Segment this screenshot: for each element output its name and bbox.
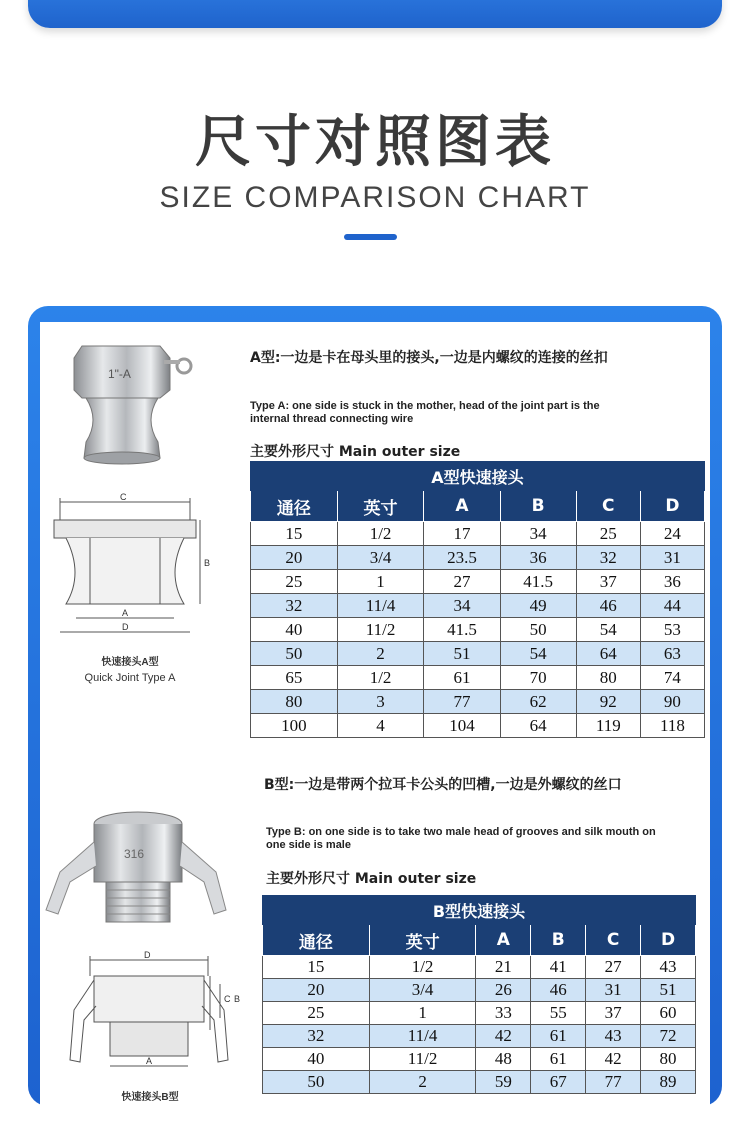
type-b-table-header-row	[263, 925, 696, 956]
table-cell: 32	[251, 594, 338, 618]
type-b-caption	[80, 1088, 220, 1103]
table-cell: 20	[251, 546, 338, 570]
content-panel	[40, 322, 710, 1122]
table-cell: 32	[263, 1025, 370, 1048]
type-a-subtitle: 主要外形尺寸 Main outer size	[250, 444, 461, 460]
type-a-mark: 1"-A	[108, 367, 131, 381]
table-row	[251, 666, 705, 690]
table-cell: 51	[641, 979, 696, 1002]
table-cell: 1	[337, 570, 424, 594]
type-a-description-en-2: internal thread connecting wire	[250, 413, 414, 425]
table-cell: 89	[641, 1071, 696, 1094]
type-a-table-body	[251, 522, 705, 738]
table-row	[263, 1002, 696, 1025]
table-cell: 70	[500, 666, 576, 690]
table-row	[251, 522, 705, 546]
table-cell: 50	[263, 1071, 370, 1094]
table-cell: 27	[586, 956, 641, 979]
table-cell: 25	[263, 1002, 370, 1025]
type-a-dimension-drawing	[40, 494, 220, 644]
table-cell: 26	[476, 979, 531, 1002]
content-frame	[28, 306, 722, 1106]
type-b-product-image	[40, 802, 230, 942]
table-cell: 77	[424, 690, 500, 714]
table-cell: 21	[476, 956, 531, 979]
col-header: 通径	[263, 925, 370, 956]
table-cell: 61	[531, 1025, 586, 1048]
table-cell: 64	[576, 642, 640, 666]
table-cell: 50	[500, 618, 576, 642]
table-cell: 11/4	[369, 1025, 476, 1048]
a-dim-b: B	[204, 558, 211, 568]
table-cell: 3/4	[337, 546, 424, 570]
table-cell: 51	[424, 642, 500, 666]
table-cell: 72	[641, 1025, 696, 1048]
page-title-cn: 尺寸对照图表	[195, 110, 555, 175]
table-cell: 54	[500, 642, 576, 666]
table-cell: 34	[500, 522, 576, 546]
table-cell: 1/2	[369, 956, 476, 979]
col-header: A	[476, 925, 531, 956]
col-header: D	[640, 491, 704, 522]
table-row	[251, 690, 705, 714]
table-cell: 24	[640, 522, 704, 546]
table-cell: 92	[576, 690, 640, 714]
col-header: B	[531, 925, 586, 956]
table-cell: 17	[424, 522, 500, 546]
table-cell: 42	[586, 1048, 641, 1071]
table-cell: 1/2	[337, 522, 424, 546]
type-a-caption	[60, 653, 200, 684]
table-cell: 11/2	[369, 1048, 476, 1071]
table-cell: 3/4	[369, 979, 476, 1002]
table-cell: 15	[251, 522, 338, 546]
type-a-caption-en: Quick Joint Type A	[84, 672, 176, 684]
table-cell: 40	[251, 618, 338, 642]
table-cell: 59	[476, 1071, 531, 1094]
table-cell: 36	[500, 546, 576, 570]
type-b-caption-cn: 快速接头B型	[121, 1092, 179, 1103]
table-cell: 1/2	[337, 666, 424, 690]
b-dim-d: D	[144, 950, 151, 960]
table-cell: 80	[576, 666, 640, 690]
table-row	[251, 570, 705, 594]
type-a-description-en-1: Type A: one side is stuck in the mother, head of the joint part is the	[250, 400, 600, 412]
table-cell: 118	[640, 714, 704, 738]
type-b-dimension-drawing	[60, 950, 240, 1080]
type-b-mark: 316	[124, 847, 145, 861]
table-cell: 4	[337, 714, 424, 738]
table-cell: 49	[500, 594, 576, 618]
table-cell: 74	[640, 666, 704, 690]
table-cell: 54	[576, 618, 640, 642]
table-row	[263, 979, 696, 1002]
table-cell: 104	[424, 714, 500, 738]
table-cell: 41.5	[500, 570, 576, 594]
table-cell: 90	[640, 690, 704, 714]
type-a-table-header-row	[251, 491, 705, 522]
page-title-en: SIZE COMPARISON CHART	[159, 181, 591, 214]
table-cell: 80	[641, 1048, 696, 1071]
table-cell: 100	[251, 714, 338, 738]
table-cell: 20	[263, 979, 370, 1002]
table-row	[251, 594, 705, 618]
table-cell: 40	[263, 1048, 370, 1071]
table-cell: 31	[586, 979, 641, 1002]
type-b-description-en-2: one side is male	[266, 839, 351, 851]
type-a-table-title: A型快速接头	[251, 462, 705, 491]
table-cell: 64	[500, 714, 576, 738]
col-header: 英寸	[369, 925, 476, 956]
b-dim-a: A	[146, 1056, 153, 1066]
a-dim-d: D	[122, 622, 129, 632]
table-cell: 25	[251, 570, 338, 594]
col-header: C	[586, 925, 641, 956]
col-header: 英寸	[337, 491, 424, 522]
table-row	[263, 1048, 696, 1071]
table-cell: 41.5	[424, 618, 500, 642]
table-cell: 34	[424, 594, 500, 618]
table-row	[251, 546, 705, 570]
table-row	[251, 714, 705, 738]
table-cell: 27	[424, 570, 500, 594]
table-row	[263, 1071, 696, 1094]
table-cell: 23.5	[424, 546, 500, 570]
type-b-description-cn: B型:一边是带两个拉耳卡公头的凹槽,一边是外螺纹的丝口	[264, 777, 622, 793]
table-cell: 11/4	[337, 594, 424, 618]
table-cell: 36	[640, 570, 704, 594]
table-cell: 50	[251, 642, 338, 666]
table-cell: 46	[576, 594, 640, 618]
table-cell: 119	[576, 714, 640, 738]
table-cell: 62	[500, 690, 576, 714]
table-cell: 67	[531, 1071, 586, 1094]
table-cell: 60	[641, 1002, 696, 1025]
table-cell: 33	[476, 1002, 531, 1025]
table-cell: 48	[476, 1048, 531, 1071]
table-cell: 43	[641, 956, 696, 979]
table-row	[263, 1025, 696, 1048]
table-cell: 46	[531, 979, 586, 1002]
table-cell: 44	[640, 594, 704, 618]
table-cell: 32	[576, 546, 640, 570]
table-cell: 37	[586, 1002, 641, 1025]
type-a-product-image	[60, 340, 200, 470]
type-a-caption-cn: 快速接头A型	[101, 657, 159, 668]
table-cell: 53	[640, 618, 704, 642]
type-b-table-body	[263, 956, 696, 1094]
table-cell: 11/2	[337, 618, 424, 642]
table-cell: 15	[263, 956, 370, 979]
type-b-subtitle: 主要外形尺寸 Main outer size	[266, 871, 477, 887]
col-header: 通径	[251, 491, 338, 522]
table-row	[263, 956, 696, 979]
table-cell: 3	[337, 690, 424, 714]
table-cell: 61	[424, 666, 500, 690]
table-cell: 43	[586, 1025, 641, 1048]
table-cell: 41	[531, 956, 586, 979]
top-banner	[28, 0, 722, 28]
table-cell: 31	[640, 546, 704, 570]
col-header: D	[641, 925, 696, 956]
table-row	[251, 642, 705, 666]
b-dim-b: B	[234, 994, 241, 1004]
table-cell: 42	[476, 1025, 531, 1048]
col-header: A	[424, 491, 500, 522]
table-cell: 61	[531, 1048, 586, 1071]
title-underline	[344, 234, 397, 240]
b-dim-c: C	[224, 994, 231, 1004]
table-cell: 63	[640, 642, 704, 666]
type-a-size-table	[250, 461, 705, 738]
table-cell: 55	[531, 1002, 586, 1025]
type-b-description-en-1: Type B: on one side is to take two male head of grooves and silk mouth on	[266, 826, 656, 838]
page-heading	[0, 105, 750, 215]
type-a-description-cn: A型:一边是卡在母头里的接头,一边是内螺纹的连接的丝扣	[250, 350, 608, 366]
table-row	[251, 618, 705, 642]
col-header: C	[576, 491, 640, 522]
table-cell: 37	[576, 570, 640, 594]
table-cell: 77	[586, 1071, 641, 1094]
table-cell: 80	[251, 690, 338, 714]
table-cell: 2	[337, 642, 424, 666]
table-cell: 65	[251, 666, 338, 690]
type-b-size-table	[262, 895, 696, 1094]
a-dim-c: C	[120, 492, 127, 502]
col-header: B	[500, 491, 576, 522]
type-b-table-title: B型快速接头	[263, 896, 696, 925]
a-dim-a: A	[122, 608, 129, 618]
table-cell: 1	[369, 1002, 476, 1025]
table-cell: 25	[576, 522, 640, 546]
table-cell: 2	[369, 1071, 476, 1094]
